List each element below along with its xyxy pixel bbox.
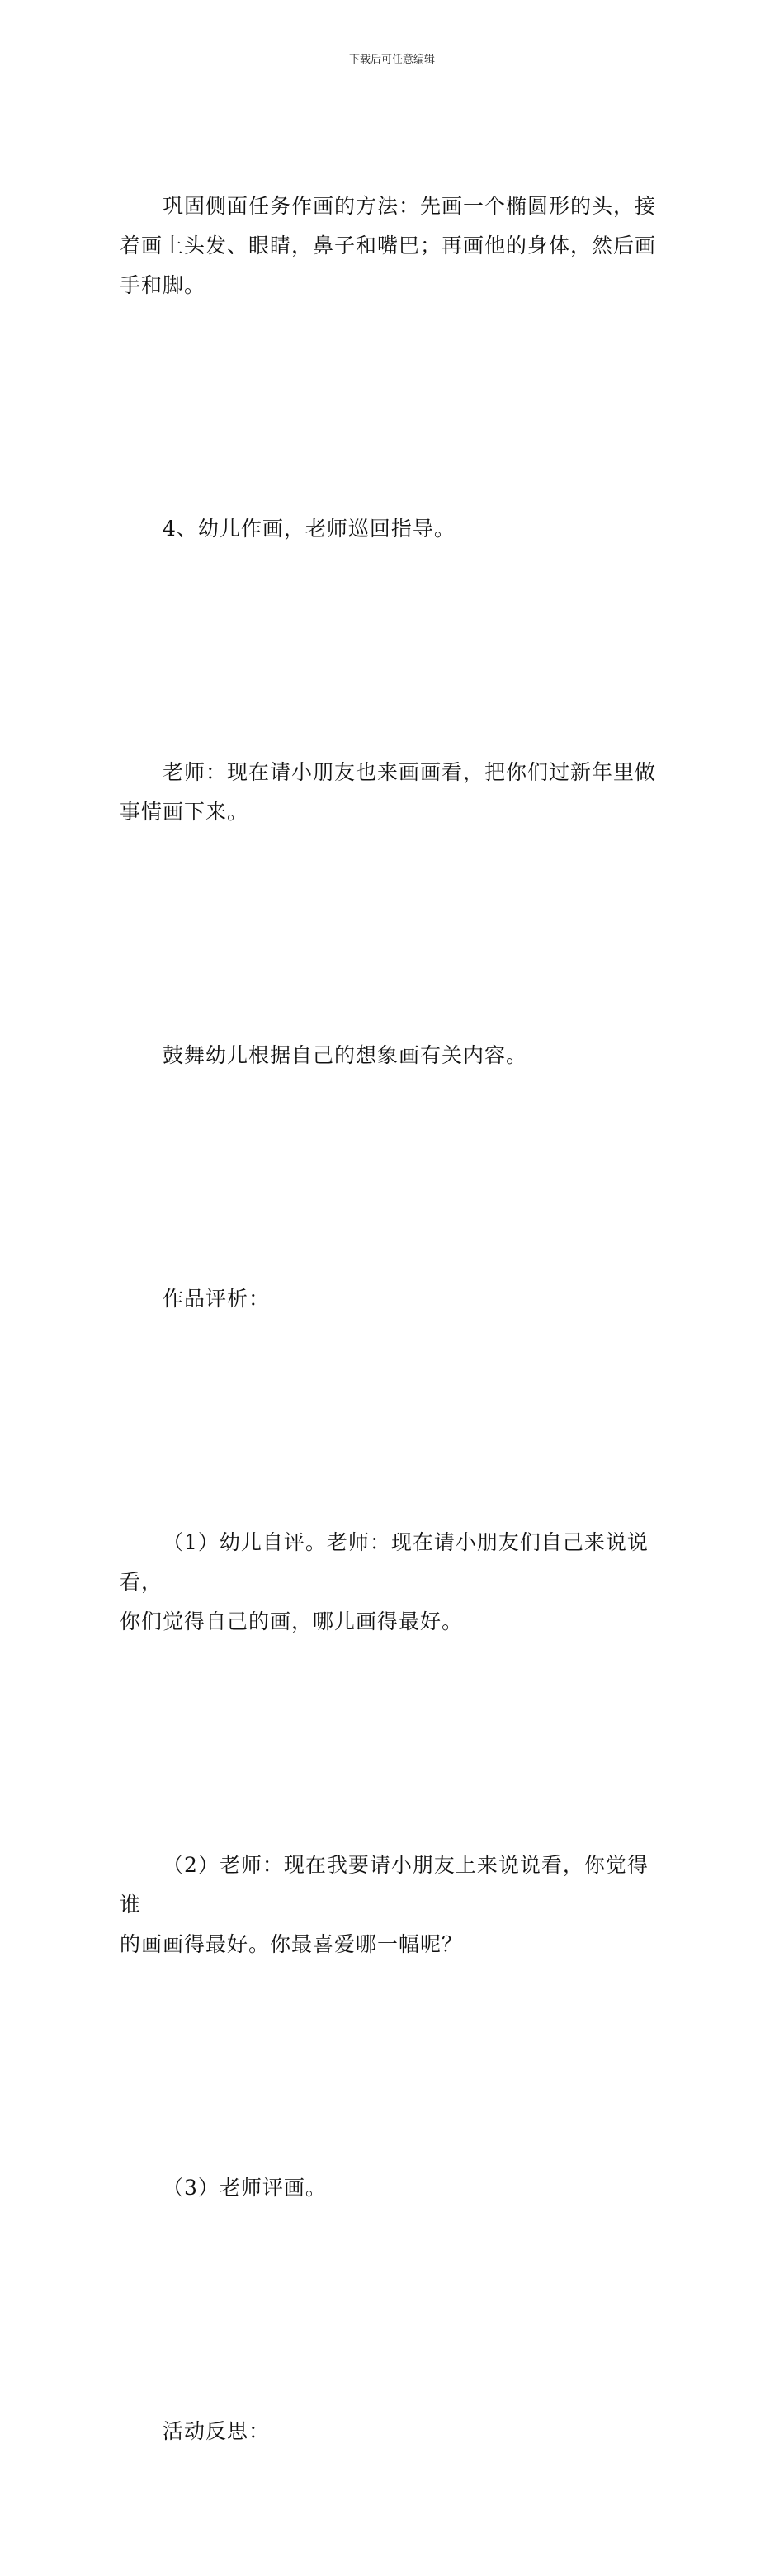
paragraph-line: 老师：现在请小朋友也来画画看，把你们过新年里做 xyxy=(163,760,657,784)
page-header-note: 下载后可任意编辑 xyxy=(348,54,435,66)
paragraph-8 xyxy=(120,2089,668,2287)
paragraph-line: 事情画下来。 xyxy=(120,800,249,824)
paragraph-line: 活动反思： xyxy=(163,2419,271,2443)
paragraph-2 xyxy=(120,430,668,628)
paragraph-line: 巩固侧面任务作画的方法：先画一个椭圆形的头，接 xyxy=(163,194,657,218)
paragraph-line: （3）老师评画。 xyxy=(163,2176,327,2200)
paragraph-9 xyxy=(120,2333,668,2531)
paragraph-6 xyxy=(120,1444,668,1721)
paragraph-5 xyxy=(120,1200,668,1398)
paragraph-line: 手和脚。 xyxy=(120,273,206,297)
document-body xyxy=(120,107,668,2576)
paragraph-line: （1）幼儿自评。老师：现在请小朋友们自己来说说看， xyxy=(120,1530,649,1594)
paragraph-line: 作品评析： xyxy=(163,1287,271,1311)
paragraph-line: 你们觉得自己的画，哪儿画得最好。 xyxy=(120,1609,464,1633)
paragraph-line: 的画画得最好。你最喜爱哪一幅呢？ xyxy=(120,1932,464,1956)
paragraph-line: 鼓舞幼儿根据自己的想象画有关内容。 xyxy=(163,1043,528,1067)
paragraph-3 xyxy=(120,674,668,911)
paragraph-line: 着画上头发、眼睛，鼻子和嘴巴；再画他的身体，然后画 xyxy=(120,234,657,258)
paragraph-line: （2）老师：现在我要请小朋友上来说说看，你觉得谁 xyxy=(120,1853,649,1917)
paragraph-7 xyxy=(120,1766,668,2044)
paragraph-1 xyxy=(120,107,668,385)
paragraph-line: 4、幼儿作画，老师巡回指导。 xyxy=(163,517,456,541)
paragraph-4 xyxy=(120,957,668,1155)
